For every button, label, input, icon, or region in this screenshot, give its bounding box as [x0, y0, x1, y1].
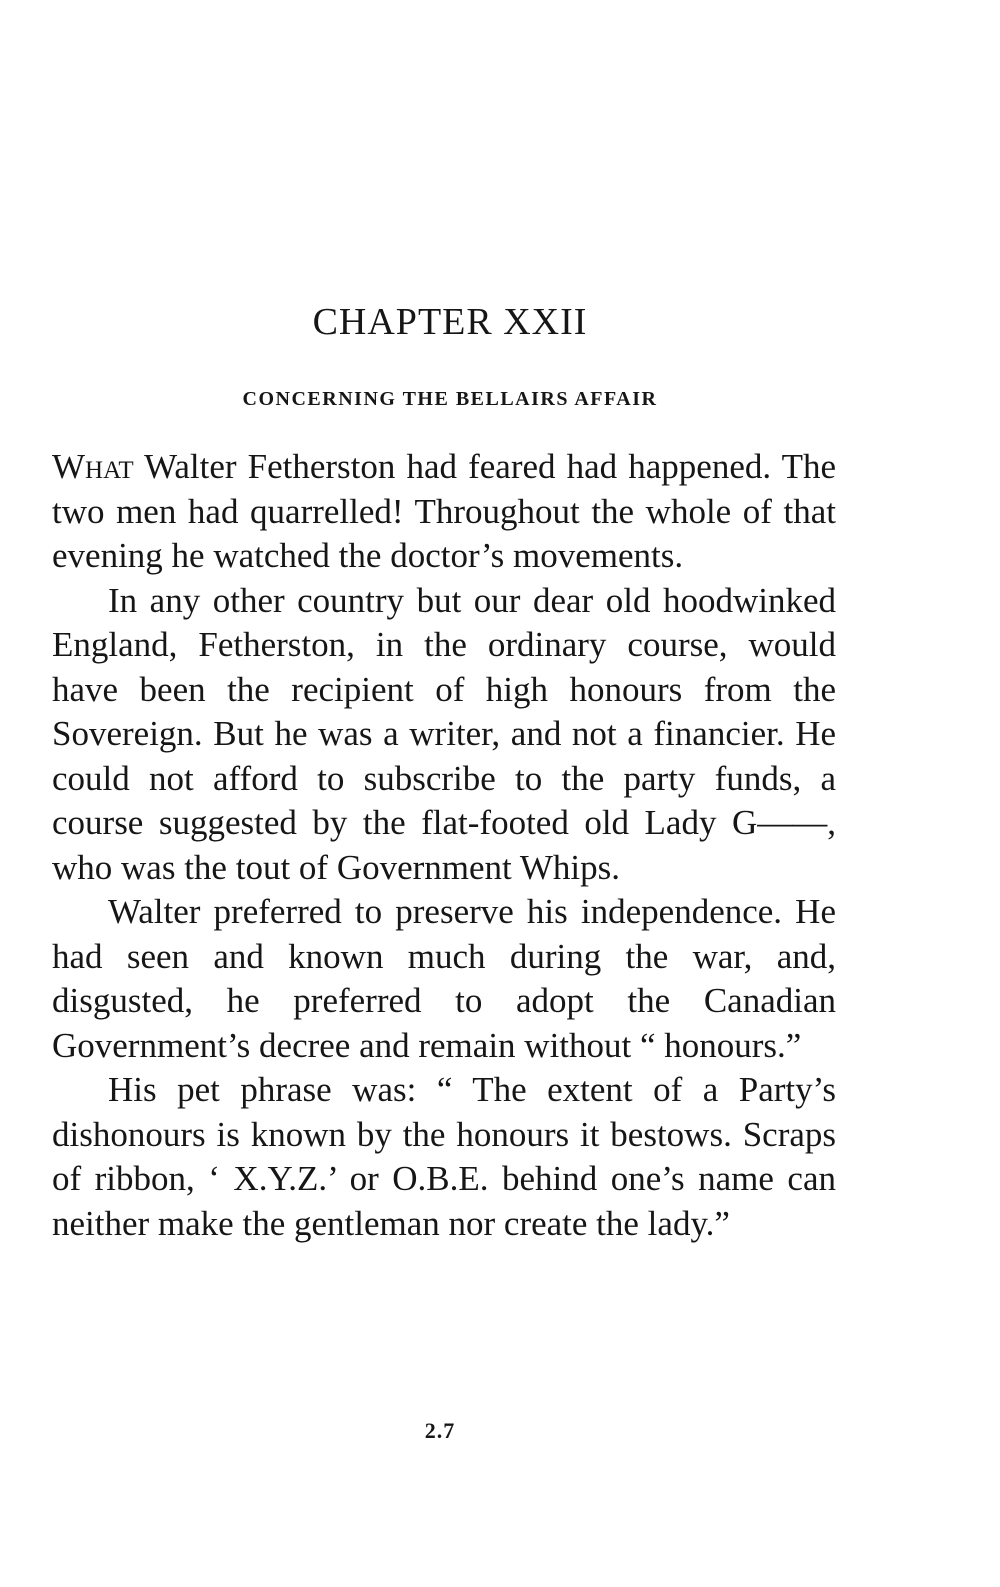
chapter-title: CHAPTER XXII [312, 301, 588, 343]
paragraph-1-text: Walter Fetherston had feared had happened. The two men had quarrelled! Throughout the whole of that evening he watched the doctor’s movements. [52, 447, 836, 575]
body-text [52, 445, 836, 1246]
chapter-subtitle: CONCERNING THE BELLAIRS AFFAIR [242, 388, 658, 410]
page-number: 2.7 [424, 1418, 456, 1443]
paragraph-4: His pet phrase was: “ The extent of a Party’s dishonours is known by the honours it bestows. Scraps of ribbon, ‘ X.Y.Z.’ or O.B.E. behind one’s name can neither make the gentleman nor create the lady.” [52, 1070, 836, 1243]
paragraph-1-lead-word: What [52, 447, 134, 486]
paragraph-1 [52, 445, 836, 579]
paragraph-2: In any other country but our dear old hoodwinked England, Fetherston, in the ordinary course, would have been the recipient of high honours from the Sovereign. But he was a writer, and not a financier. He could not afford to subscribe to the party funds, a course suggested by the flat-footed old Lady G——, who was the tout of Government Whips. [52, 580, 836, 887]
paragraph-3: Walter preferred to preserve his independence. He had seen and known much during the war, and, disgusted, he preferred to adopt the Canadian Government’s decree and remain without “ honours.” [52, 892, 836, 1065]
